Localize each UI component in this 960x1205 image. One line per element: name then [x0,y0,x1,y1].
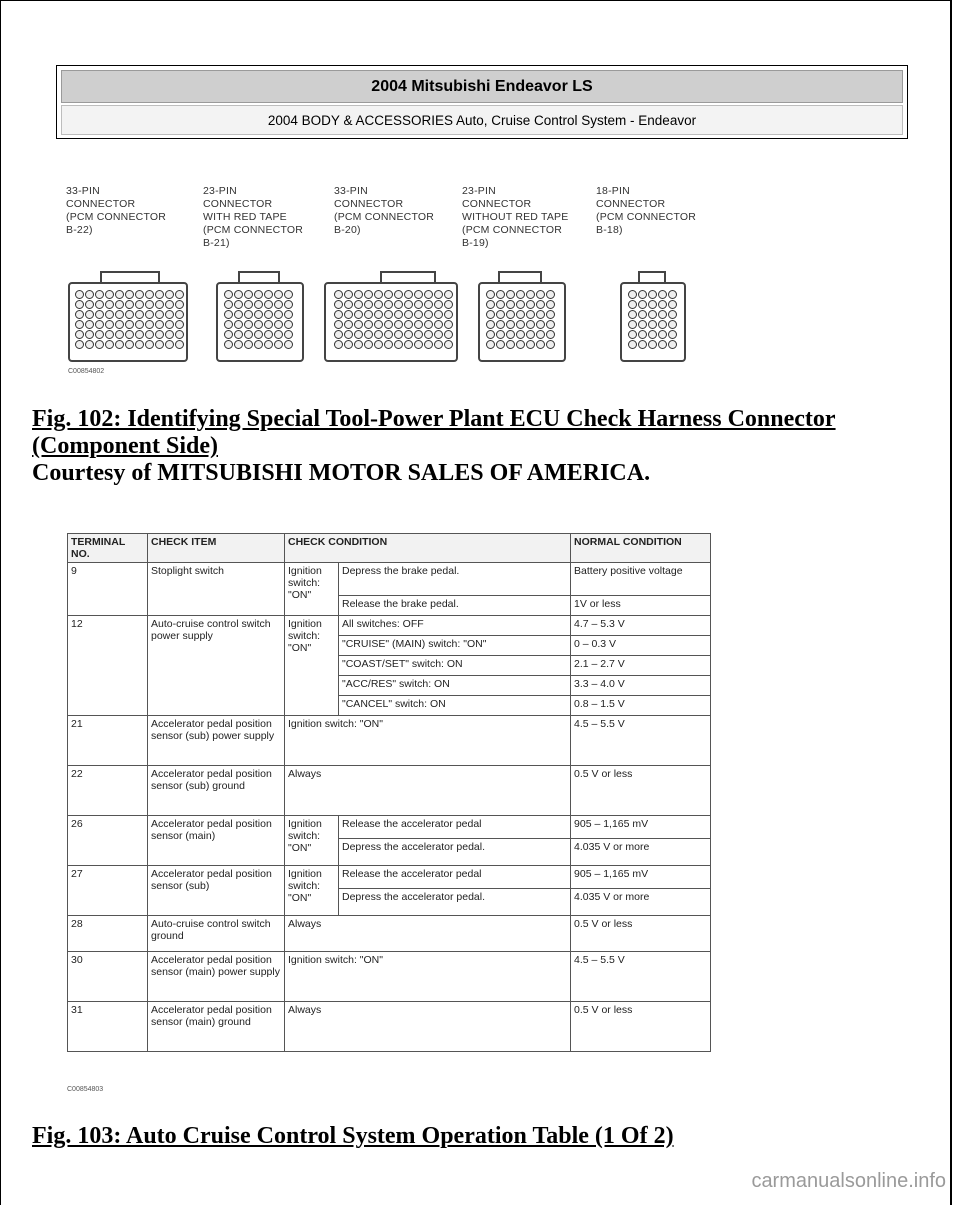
table-row [68,952,711,1002]
figure-103-caption [32,1123,912,1150]
table-row [68,1002,711,1052]
operation-table [67,533,710,1052]
condition-cell: Ignition switch: "ON" [285,952,571,1002]
condition-cell: All switches: OFF [339,616,571,636]
terminal-cell: 26 [68,816,148,866]
normal-cell: 4.7 – 5.3 V [571,616,711,636]
condition-cell: "CANCEL" switch: ON [339,696,571,716]
terminal-cell: 27 [68,866,148,916]
condition-cell: "ACC/RES" switch: ON [339,676,571,696]
normal-cell: 4.5 – 5.5 V [571,952,711,1002]
table-header-row [68,534,711,563]
terminal-cell: 22 [68,766,148,816]
check-item-cell: Accelerator pedal position sensor (sub) power supply [148,716,285,766]
terminal-cell: 28 [68,916,148,952]
pin-grid [224,290,293,349]
col-header-terminal: TERMINAL NO. [68,534,148,563]
condition-cell: Depress the accelerator pedal. [339,839,571,866]
connector-b22-drawing [68,282,188,362]
connector-figure [60,185,720,380]
connector-b18-drawing [620,282,686,362]
condition-cell: Release the brake pedal. [339,596,571,616]
condition-group-cell: Ignition switch: "ON" [285,866,339,916]
check-item-cell: Accelerator pedal position sensor (sub) [148,866,285,916]
document-header [56,65,908,139]
col-header-check-condition: CHECK CONDITION [285,534,571,563]
connector-b19-drawing [478,282,566,362]
figure-102-courtesy: Courtesy of MITSUBISHI MOTOR SALES OF AMERICA. [32,460,651,486]
section-subtitle: 2004 BODY & ACCESSORIES Auto, Cruise Control System - Endeavor [61,105,903,135]
figure-103-title: Fig. 103: Auto Cruise Control System Operation Table (1 Of 2) [32,1123,674,1149]
normal-cell: 0.5 V or less [571,766,711,816]
connector-label-b20: 33-PIN CONNECTOR (PCM CONNECTOR B-20) [334,185,435,236]
terminal-cell: 12 [68,616,148,716]
normal-cell: Battery positive voltage [571,563,711,596]
figure-code: C00854802 [68,368,105,375]
normal-cell: 0.5 V or less [571,916,711,952]
normal-cell: 4.035 V or more [571,839,711,866]
connector-label-b22: 33-PIN CONNECTOR (PCM CONNECTOR B-22) [66,185,167,236]
condition-cell: Release the accelerator pedal [339,866,571,889]
condition-cell: Always [285,916,571,952]
terminal-cell: 9 [68,563,148,616]
check-item-cell: Auto-cruise control switch ground [148,916,285,952]
terminal-cell: 31 [68,1002,148,1052]
normal-cell: 0 – 0.3 V [571,636,711,656]
condition-cell: Depress the brake pedal. [339,563,571,596]
pin-grid [486,290,555,349]
table-row [68,916,711,952]
table-row [68,816,711,839]
normal-cell: 4.5 – 5.5 V [571,716,711,766]
condition-group-cell: Ignition switch: "ON" [285,563,339,616]
condition-cell: Ignition switch: "ON" [285,716,571,766]
condition-cell: Depress the accelerator pedal. [339,889,571,916]
connector-b21-drawing [216,282,304,362]
vehicle-title: 2004 Mitsubishi Endeavor LS [61,70,903,103]
check-item-cell: Stoplight switch [148,563,285,616]
figure-102-title: Fig. 102: Identifying Special Tool-Power Plant ECU Check Harness Connector (Component Side) [32,406,836,459]
pin-grid [75,290,184,349]
check-item-cell: Accelerator pedal position sensor (main) [148,816,285,866]
normal-cell: 905 – 1,165 mV [571,816,711,839]
pin-grid [334,290,453,349]
condition-cell: Always [285,1002,571,1052]
condition-cell: "COAST/SET" switch: ON [339,656,571,676]
condition-cell: Release the accelerator pedal [339,816,571,839]
normal-cell: 4.035 V or more [571,889,711,916]
connector-b20-drawing [324,282,458,362]
table-row [68,766,711,816]
check-table [67,533,711,1052]
col-header-normal-condition: NORMAL CONDITION [571,534,711,563]
pin-grid [628,290,677,349]
normal-cell: 3.3 – 4.0 V [571,676,711,696]
terminal-cell: 21 [68,716,148,766]
watermark: carmanualsonline.info [751,1170,946,1192]
check-item-cell: Accelerator pedal position sensor (main) power supply [148,952,285,1002]
check-item-cell: Accelerator pedal position sensor (sub) ground [148,766,285,816]
normal-cell: 0.8 – 1.5 V [571,696,711,716]
condition-group-cell: Ignition switch: "ON" [285,816,339,866]
terminal-cell: 30 [68,952,148,1002]
condition-group-cell: Ignition switch: "ON" [285,616,339,716]
normal-cell: 905 – 1,165 mV [571,866,711,889]
check-item-cell: Auto-cruise control switch power supply [148,616,285,716]
condition-cell: "CRUISE" (MAIN) switch: "ON" [339,636,571,656]
col-header-check-item: CHECK ITEM [148,534,285,563]
normal-cell: 0.5 V or less [571,1002,711,1052]
table-row [68,563,711,596]
table-figure-code: C00854803 [67,1086,104,1093]
table-row [68,716,711,766]
connector-label-b18: 18-PIN CONNECTOR (PCM CONNECTOR B-18) [596,185,697,236]
connector-label-b19: 23-PIN CONNECTOR WITHOUT RED TAPE (PCM CONNECTOR B-19) [462,185,569,249]
table-row [68,866,711,889]
check-item-cell: Accelerator pedal position sensor (main) ground [148,1002,285,1052]
figure-102-caption [32,406,912,487]
normal-cell: 2.1 – 2.7 V [571,656,711,676]
connector-label-b21: 23-PIN CONNECTOR WITH RED TAPE (PCM CONNECTOR B-21) [203,185,304,249]
table-row [68,616,711,636]
normal-cell: 1V or less [571,596,711,616]
condition-cell: Always [285,766,571,816]
